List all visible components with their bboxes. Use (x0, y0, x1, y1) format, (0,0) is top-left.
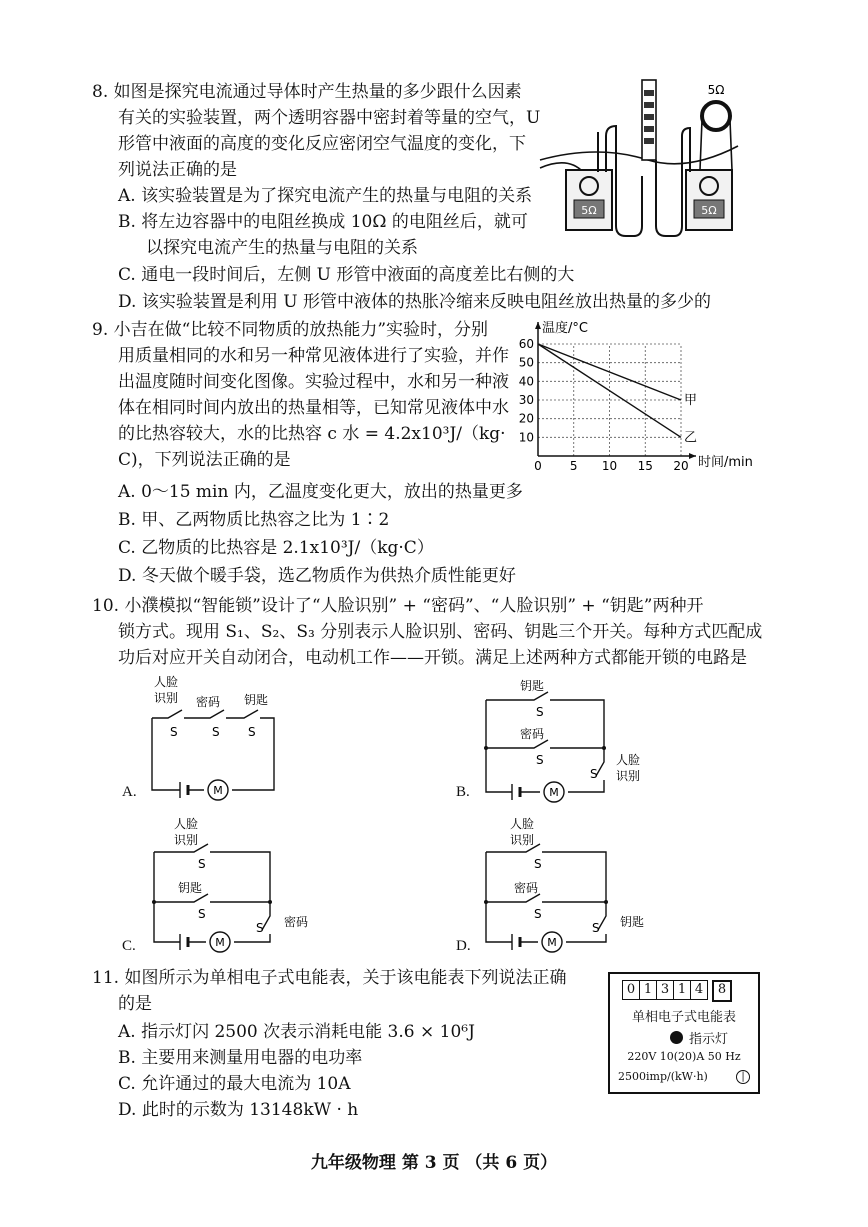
switch-s3-b: S (536, 705, 544, 719)
meter-lamp-label: 指示灯 (689, 1032, 729, 1047)
phase-symbol-icon: | (736, 1070, 750, 1084)
switch-s1-a: S (170, 725, 178, 739)
meter-digit: 1 (640, 980, 657, 1000)
meter-digit: 1 (674, 980, 691, 1000)
q9-line-6: C)，下列说法正确的是 (118, 450, 291, 470)
q8-option-a: A. 该实验装置是为了探究电流产生的热量与电阻的关系 (118, 186, 533, 206)
switch-s2-b: S (536, 753, 544, 767)
switch-s3-d: S (592, 921, 600, 935)
q8-option-b: B. 将左边容器中的电阻丝换成 10Ω 的电阻丝后，就可 (118, 212, 528, 232)
label-key-c: 钥匙 (178, 881, 203, 895)
label-face-b-2: 识别 (616, 769, 641, 783)
switch-s1-d: S (534, 857, 542, 871)
q9-line-3: 出温度随时间变化图像。实验过程中，水和另一种液 (118, 372, 509, 392)
meter-spec-2: 2500imp/(kW·h) (618, 1070, 708, 1083)
q11-line-1: 11. 如图所示为单相电子式电能表，关于该电能表下列说法正确 (92, 968, 567, 988)
label-password-c: 密码 (284, 915, 309, 929)
chart-x-tick-label: 10 (601, 459, 618, 473)
label-face-d: 人脸 (510, 817, 535, 831)
chart-series-label: 乙 (684, 430, 698, 446)
q9-option-b: B. 甲、乙两物质比热容之比为 1∶2 (118, 510, 390, 530)
label-face-d-2: 识别 (510, 833, 535, 847)
joule-heat-apparatus-figure (538, 76, 750, 242)
q8-line-4: 列说法正确的是 (118, 160, 237, 180)
q9-option-a: A. 0～15 min 内，乙温度变化更大，放出的热量更多 (118, 482, 523, 502)
chart-y-tick-label: 40 (518, 374, 534, 389)
q9-option-d: D. 冬天做个暖手袋，选乙物质作为供热介质性能更好 (118, 566, 516, 586)
chart-x-tick-label: 20 (673, 459, 689, 473)
label-key-d: 钥匙 (620, 915, 645, 929)
q10-line-1: 10. 小濮模拟“智能锁”设计了“人脸识别” + “密码”、“人脸识别” + “钥匙”两种开 (92, 596, 704, 616)
page-footer: 九年级物理 第 3 页 （共 6 页） (310, 1153, 558, 1173)
label-face-c-2: 识别 (174, 833, 199, 847)
chart-x-tick-label: 5 (569, 459, 578, 473)
circuit-option-a (148, 672, 278, 810)
motor-d: M (547, 936, 557, 949)
circuit-option-d (480, 812, 660, 960)
indicator-lamp-icon (670, 1031, 683, 1044)
meter-digit-decimal: 8 (712, 980, 732, 1002)
circuit-option-c-letter: C. (122, 938, 136, 954)
q8-line-1: 8. 如图是探究电流通过导体时产生热量的多少跟什么因素 (92, 82, 522, 102)
right-resistor-label: 5Ω (701, 204, 717, 217)
chart-series-label: 甲 (684, 393, 698, 408)
meter-digit: 4 (691, 980, 708, 1000)
switch-s1-b: S (590, 767, 598, 781)
label-key-b: 钥匙 (520, 679, 545, 693)
label-face-c: 人脸 (174, 817, 199, 831)
motor-a: M (213, 784, 223, 797)
label-face-b: 人脸 (616, 753, 641, 767)
meter-lamp-row (670, 1028, 728, 1047)
q8-line-2: 有关的实验装置，两个透明容器中密封着等量的空气，U (118, 108, 541, 128)
chart-x-tick-label: 0 (534, 459, 542, 473)
q11-line-2: 的是 (118, 994, 152, 1014)
circuit-option-d-letter: D. (456, 938, 471, 954)
q9-line-4: 体在相同时间内放出的热量相等，已知常见液体中水 (118, 398, 509, 418)
chart-y-tick-label: 30 (518, 393, 534, 407)
label-password-a: 密码 (196, 695, 221, 709)
electric-meter-figure (608, 972, 760, 1094)
switch-s3-a: S (248, 725, 256, 739)
chart-y-tick-label: 20 (518, 411, 534, 426)
q8-option-b-cont: 以探究电流产生的热量与电阻的关系 (146, 238, 418, 258)
temperature-time-chart (516, 316, 756, 476)
q8-option-c: C. 通电一段时间后，左侧 U 形管中液面的高度差比右侧的大 (118, 265, 575, 285)
chart-x-axis-label: 时间/min (698, 455, 753, 470)
meter-spec-1: 220V 10(20)A 50 Hz (627, 1050, 741, 1063)
circuit-option-b-letter: B. (456, 784, 470, 800)
label-password-d: 密码 (514, 881, 539, 895)
motor-b: M (549, 786, 559, 799)
meter-digit: 0 (622, 980, 640, 1000)
q9-line-2: 用质量相同的水和另一种常见液体进行了实验，并作 (118, 346, 509, 366)
switch-s2-a: S (212, 725, 220, 739)
circuit-option-b (480, 672, 652, 810)
top-resistor-label: 5Ω (707, 83, 725, 97)
switch-s3-c: S (198, 907, 206, 921)
label-key-a: 钥匙 (244, 693, 269, 707)
q11-option-a: A. 指示灯闪 2500 次表示消耗电能 3.6 × 10⁶J (118, 1022, 475, 1042)
switch-s1-c: S (198, 857, 206, 871)
left-resistor-label: 5Ω (581, 204, 597, 217)
motor-c: M (215, 936, 225, 949)
circuit-option-a-letter: A. (122, 784, 137, 800)
meter-digit: 3 (657, 980, 674, 1000)
chart-y-tick-label: 60 (518, 337, 534, 351)
switch-s2-d: S (534, 907, 542, 921)
q9-line-5: 的比热容较大，水的比热容 c 水 = 4.2x10³J/（kg· (118, 424, 506, 444)
label-face-a: 人脸 (154, 675, 179, 689)
circuit-option-c (148, 812, 328, 960)
q10-line-3: 功后对应开关自动闭合，电动机工作——开锁。满足上述两种方式都能开锁的电路是 (118, 648, 747, 668)
q9-option-c: C. 乙物质的比热容是 2.1x10³J/（kg·C） (118, 538, 434, 558)
label-face-a-2: 识别 (154, 691, 179, 705)
meter-title: 单相电子式电能表 (631, 1010, 736, 1025)
q11-option-c: C. 允许通过的最大电流为 10A (118, 1074, 351, 1094)
q9-line-1: 9. 小吉在做“比较不同物质的放热能力”实验时，分别 (92, 320, 489, 340)
label-password-b: 密码 (520, 727, 545, 741)
q10-line-2: 锁方式。现用 S₁、S₂、S₃ 分别表示人脸识别、密码、钥匙三个开关。每种方式匹配成 (118, 622, 763, 642)
meter-digits (622, 980, 732, 1002)
chart-y-tick-label: 50 (518, 355, 534, 370)
q11-option-b: B. 主要用来测量用电器的电功率 (118, 1048, 363, 1068)
chart-y-tick-label: 10 (518, 430, 534, 445)
q8-line-3: 形管中液面的高度的变化反应密闭空气温度的变化，下 (118, 134, 526, 154)
chart-y-axis-label: 温度/°C (542, 321, 588, 336)
q11-option-d: D. 此时的示数为 13148kW · h (118, 1100, 359, 1120)
q8-option-d: D. 该实验装置是利用 U 形管中液体的热胀冷缩来反映电阻丝放出热量的多少的 (118, 292, 711, 312)
chart-x-tick-label: 15 (637, 459, 653, 473)
switch-s2-c: S (256, 921, 264, 935)
